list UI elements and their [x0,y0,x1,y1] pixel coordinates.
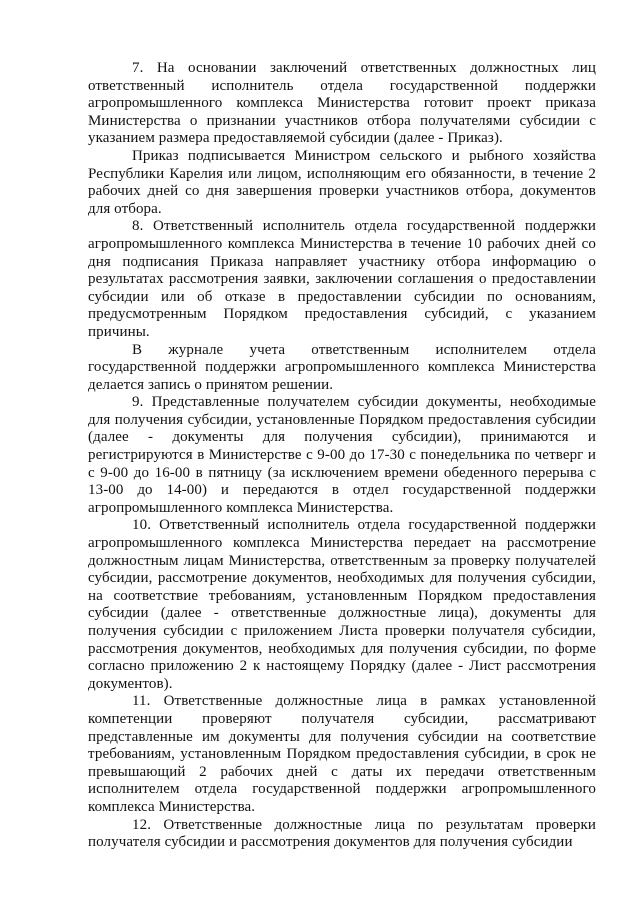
paragraph-order-signing: Приказ подписывается Министром сельского и рыбного хозяйства Республики Карелия или лицом, исполняющим его обязанности, в течение 2 рабочих дней со дня завершения проверки участников отбора, документов для отбора. [88,147,596,217]
paragraph-item-12: 12. Ответственные должностные лица по результатам проверки получателя субсидии и рассмотрения документов для получения субсидии [88,816,596,851]
paragraph-item-11: 11. Ответственные должностные лица в рамках установленной компетенции проверяют получателя субсидии, рассматривают представленные им документы для получения субсидии на соответствие требованиям, установленным Порядком предоставления субсидии, в срок не превышающий 2 рабочих дней с даты их передачи ответственным исполнителем отдела государственной поддержки агропромышленного комплекса Министерства. [88,693,596,815]
paragraph-item-7: 7. На основании заключений ответственных должностных лиц ответственный исполнитель отдела государственной поддержки агропромышленного комплекса Министерства готовит проект приказа Министерства о признании участников отбора получателями субсидии с указанием размера предоставляемой субсидии (далее - Приказ). [88,60,596,147]
paragraph-item-10: 10. Ответственный исполнитель отдела государственной поддержки агропромышленного комплекса Министерства передает на рассмотрение должностным лицам Министерства, ответственным за проверку получателей субсидии, рассмотрение документов, необходимых для получения субсидии, на соответствие требованиям, установленным Порядком предоставления субсидии (далее - ответственные должностные лица), документы для получения субсидии с приложением Листа проверки получателя субсидии, рассмотрения документов, необходимых для получения субсидии, по форме согласно приложению 2 к настоящему Порядку (далее - Лист рассмотрения документов). [88,517,596,692]
paragraph-journal-record: В журнале учета ответственным исполнителем отдела государственной поддержки агропромышленного комплекса Министерства делается запись о принятом решении. [88,341,596,393]
paragraph-item-8: 8. Ответственный исполнитель отдела государственной поддержки агропромышленного комплекса Министерства в течение 10 рабочих дней со дня подписания Приказа направляет участнику отбора информацию о результатах рассмотрения заявки, заключении соглашения о предоставлении субсидии или об отказе в предоставлении субсидии по основаниям, предусмотренным Порядком предоставления субсидий, с указанием причины. [88,218,596,340]
paragraph-item-9: 9. Представленные получателем субсидии документы, необходимые для получения субсидии, установленные Порядком предоставления субсидии (далее - документы для получения субсидии), принимаются и регистрируются в Министерстве с 9-00 до 17-30 с понедельника по четверг и с 9-00 до 16-00 в пятницу (за исключением времени обеденного перерыва с 13-00 до 14-00) и передаются в отдел государственной поддержки агропромышленного комплекса Министерства. [88,394,596,516]
